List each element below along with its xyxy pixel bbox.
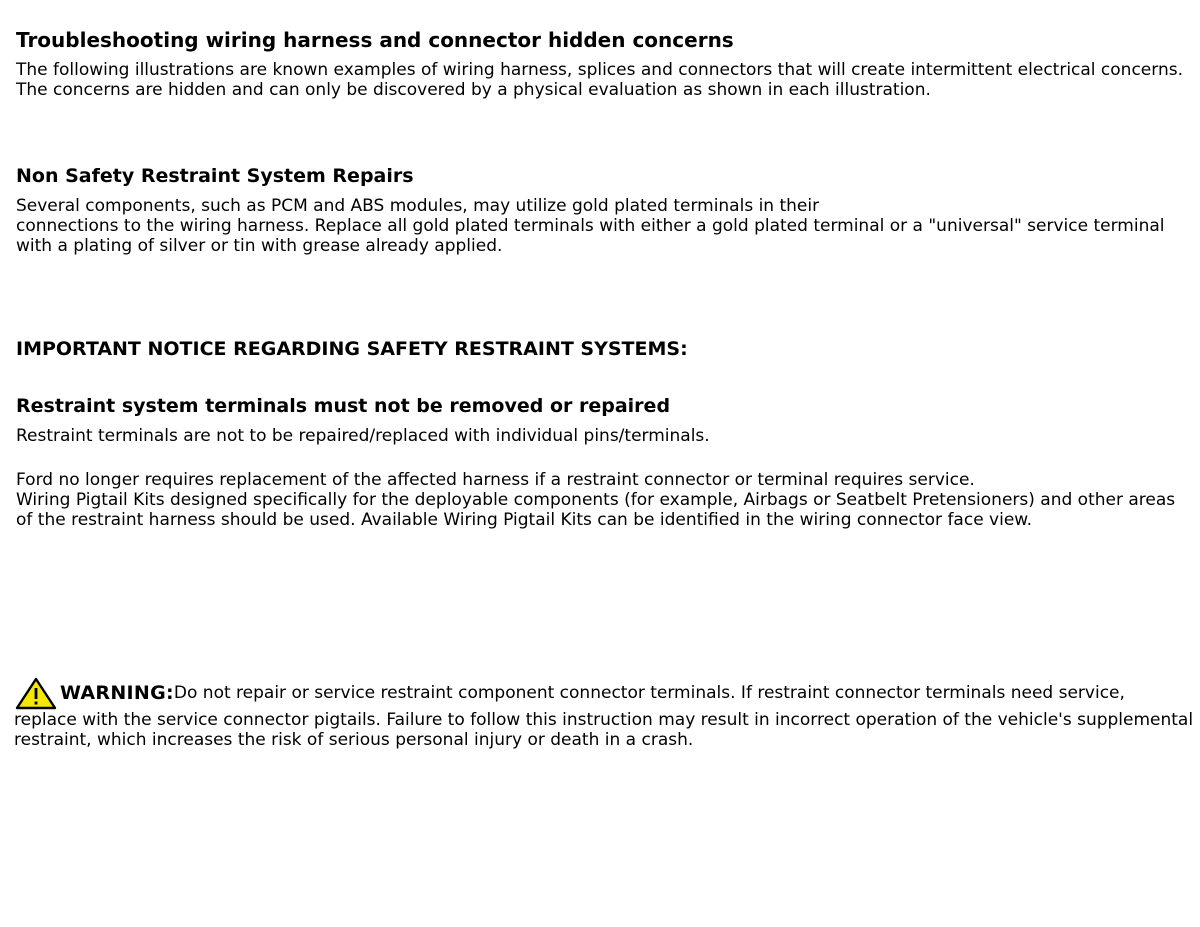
intro-paragraph	[16, 60, 1183, 100]
pigtail-kits-paragraph	[16, 470, 1175, 530]
paragraph-line: of the restraint harness should be used. Available Wiring Pigtail Kits can be identified in the wiring connector face view.	[16, 510, 1033, 530]
paragraph-line: Wiring Pigtail Kits designed specifically for the deployable components (for example, Airbags or Seatbelt Pretensioners) and other areas	[16, 490, 1176, 510]
paragraph-line: Several components, such as PCM and ABS modules, may utilize gold plated terminals in their	[16, 196, 820, 216]
non-safety-restraint-paragraph	[16, 196, 1165, 256]
page-title: Troubleshooting wiring harness and connector hidden concerns	[16, 28, 734, 52]
warning-body-text	[14, 710, 1200, 750]
warning-first-line-text: Do not repair or service restraint component connector terminals. If restraint connector terminals need service,	[173, 683, 1125, 703]
warning-label: WARNING:	[60, 682, 174, 704]
paragraph-line: with a plating of silver or tin with grease already applied.	[16, 236, 503, 256]
paragraph-line: The concerns are hidden and can only be discovered by a physical evaluation as shown in each illustration.	[16, 80, 931, 100]
section-heading-important-notice: IMPORTANT NOTICE REGARDING SAFETY RESTRAINT SYSTEMS:	[16, 338, 688, 360]
paragraph-line: The following illustrations are known examples of wiring harness, splices and connectors that will create intermittent electrical concerns.	[16, 60, 1183, 80]
restraint-terminals-paragraph	[16, 426, 710, 446]
warning-triangle-icon	[14, 676, 58, 710]
paragraph-line: connections to the wiring harness. Replace all gold plated terminals with either a gold plated terminal or a "universal" service terminal	[16, 216, 1165, 236]
warning-callout	[14, 676, 1200, 750]
section-heading-non-safety-restraint: Non Safety Restraint System Repairs	[16, 165, 414, 187]
paragraph-line: Restraint terminals are not to be repaired/replaced with individual pins/terminals.	[16, 426, 710, 446]
section-heading-restraint-terminals: Restraint system terminals must not be removed or repaired	[16, 395, 671, 417]
warning-line: replace with the service connector pigtails. Failure to follow this instruction may result in incorrect operation of the vehicle's supplemental	[14, 710, 1194, 730]
paragraph-line: Ford no longer requires replacement of the affected harness if a restraint connector or terminal requires service.	[16, 470, 975, 490]
warning-line: restraint, which increases the risk of serious personal injury or death in a crash.	[14, 730, 694, 750]
